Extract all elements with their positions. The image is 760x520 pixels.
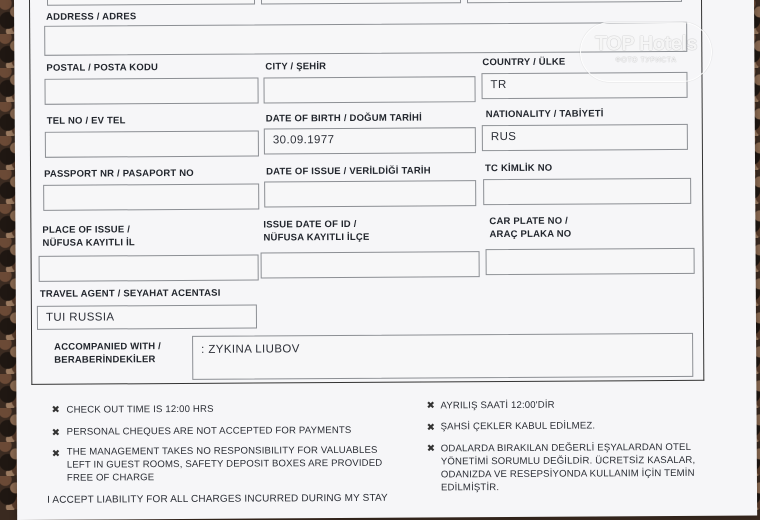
tc-field[interactable]: [483, 178, 691, 205]
issue-date-field[interactable]: [264, 180, 476, 207]
note-en-2: THE MANAGEMENT TAKES NO RESPONSIBILITY FOR VALUABLES: [66, 444, 378, 458]
nationality-field[interactable]: RUS: [482, 124, 688, 151]
note-tr-4: ODANIZDA VE RESEPSİYONDA KULLANIM İÇİN TEMİN: [440, 467, 695, 481]
agent-field[interactable]: TUI RUSSIA: [37, 305, 257, 330]
country-label: COUNTRY / ÜLKE: [482, 56, 566, 69]
note-tr-3: YÖNETİMİ SORUMLU DEĞİLDİR. ÜCRETSİZ KASALAR,: [440, 454, 696, 468]
city-label: CITY / ŞEHİR: [265, 61, 327, 73]
note-tr-2: ODALARDA BIRAKILAN DEĞERLİ EŞYALARDAN OTEL: [440, 441, 692, 455]
x-mark-icon: ✖: [426, 443, 436, 455]
x-mark-icon: ✖: [51, 448, 61, 460]
issue-id-field[interactable]: [261, 251, 480, 278]
postal-field[interactable]: [44, 78, 258, 105]
address-label: ADDRESS / ADRES: [46, 11, 137, 23]
liability-text: I ACCEPT LIABILITY FOR ALL CHARGES INCURRED DURING MY STAY: [47, 492, 388, 506]
note-tr-5: EDİLMİŞTİR.: [440, 482, 500, 494]
issue-id-label-2: NÜFUSA KAYITLI İLÇE: [263, 231, 370, 244]
car-plate-label-2: ARAÇ PLAKA NO: [489, 228, 572, 241]
x-mark-icon: ✖: [426, 400, 435, 412]
x-mark-icon: ✖: [51, 404, 60, 416]
issue-date-label: DATE OF ISSUE / VERİLDİĞİ TARİH: [266, 165, 431, 178]
passport-field[interactable]: [43, 184, 259, 211]
country-field[interactable]: TR: [481, 72, 687, 99]
city-field[interactable]: [263, 76, 475, 103]
note-en-0: CHECK OUT TIME IS 12:00 HRS: [66, 403, 214, 416]
x-mark-icon: ✖: [51, 427, 61, 439]
postal-label: POSTAL / POSTA KODU: [46, 62, 159, 74]
passport-label: PASSPORT NR / PASAPORT NO: [44, 167, 194, 180]
place-issue-label-1: PLACE OF ISSUE /: [42, 224, 131, 236]
accompanied-label-2: BERABERİNDEKİLER: [54, 354, 156, 366]
tel-label: TEL NO / EV TEL: [46, 115, 126, 127]
accompanied-value: : ZYKINA LIUBOV: [201, 343, 300, 356]
tc-label: TC KİMLİK NO: [485, 162, 553, 175]
place-issue-field[interactable]: [39, 255, 259, 282]
nationality-label: NATIONALITY / TABİYETİ: [485, 108, 604, 121]
note-tr-0: AYRILIŞ SAATİ 12:00'DİR: [440, 399, 555, 412]
car-plate-label-1: CAR PLATE NO /: [489, 215, 569, 228]
tel-field[interactable]: [45, 131, 259, 158]
issue-id-label-1: ISSUE DATE OF ID /: [263, 218, 357, 231]
note-tr-1: ŞAHSİ ÇEKLER KABUL EDİLMEZ.: [440, 420, 596, 433]
car-plate-field[interactable]: [486, 248, 695, 275]
accompanied-label-1: ACCOMPANIED WITH /: [54, 341, 162, 353]
place-issue-label-2: NÜFUSA KAYITLI İL: [42, 237, 135, 249]
note-en-4: FREE OF CHARGE: [66, 472, 155, 484]
x-mark-icon: ✖: [426, 422, 436, 434]
dob-label: DATE OF BIRTH / DOĞUM TARİHİ: [265, 112, 422, 125]
note-en-1: PERSONAL CHEQUES ARE NOT ACCEPTED FOR PAYMENTS: [66, 424, 352, 438]
note-en-3: LEFT IN GUEST ROOMS, SAFETY DEPOSIT BOXES ARE PROVIDED: [66, 457, 383, 471]
dob-field[interactable]: 30.09.1977: [264, 127, 476, 154]
tophotels-watermark-logo: TOP Hotels ФОТО ТУРИСТА: [580, 22, 712, 82]
agent-label: TRAVEL AGENT / SEYAHAT ACENTASI: [39, 287, 221, 300]
accompanied-field[interactable]: [192, 333, 693, 380]
